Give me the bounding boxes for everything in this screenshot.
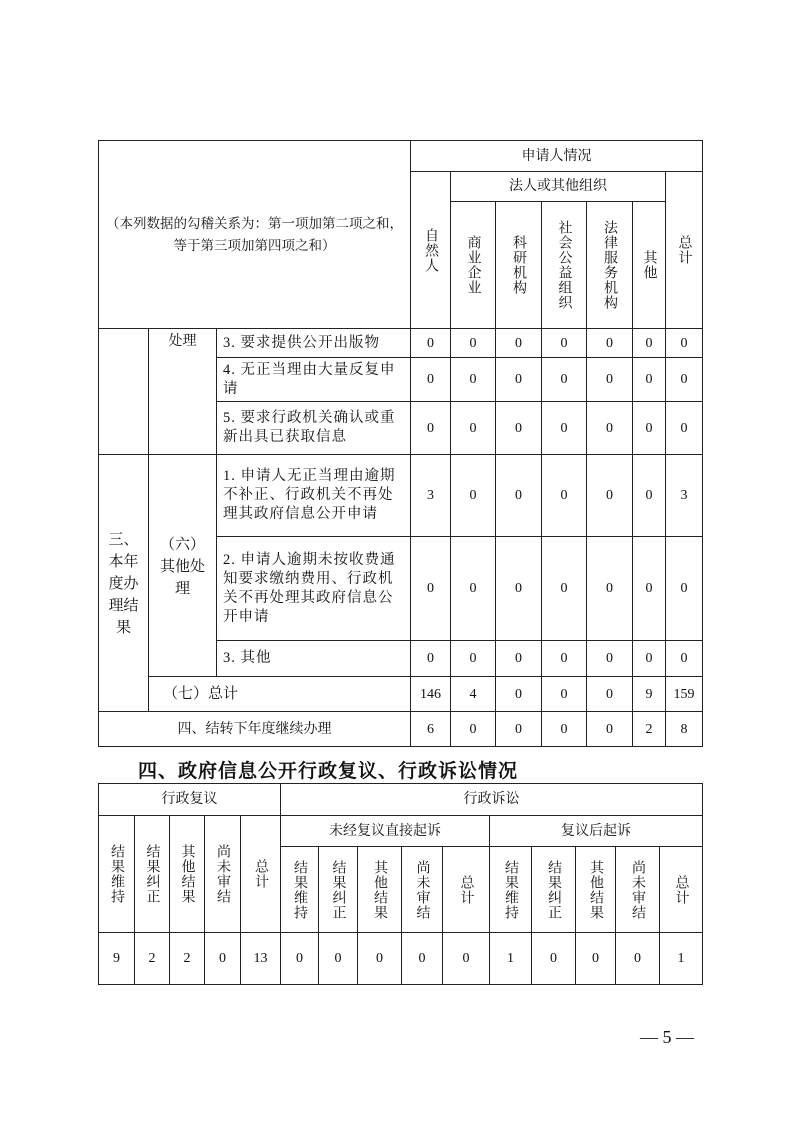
carry-value-cell: 0	[560, 721, 568, 737]
grid-line	[659, 846, 660, 985]
row-label	[217, 402, 410, 454]
carry-row-label-text: 四、结转下年度继续办理	[177, 720, 332, 737]
col-header-commercial	[451, 202, 495, 328]
value-cell: 0	[515, 335, 522, 351]
col-header	[241, 816, 280, 932]
col-header	[576, 847, 615, 932]
grid-line	[280, 783, 281, 985]
col-header-research	[496, 202, 541, 328]
total-value-cell: 146	[420, 686, 441, 702]
grid-line	[665, 171, 666, 712]
col-header-text: 结果维持	[292, 859, 308, 920]
grid-line	[216, 328, 217, 677]
col-header	[490, 847, 531, 932]
col-header-text: 总计	[673, 874, 690, 905]
col-header-text: 结果纠正	[546, 859, 562, 920]
row-label-text: 3. 要求提供公开出版物	[223, 334, 380, 351]
col-header	[616, 847, 659, 932]
row-label-text: 2. 申请人逾期未按收费通知要求缴纳费用、行政机关不再处理其政府信息公开申请	[223, 551, 396, 625]
value-cell: 0	[606, 372, 613, 387]
row-label	[217, 358, 410, 401]
grid-line	[702, 783, 703, 985]
value-cell: 0	[645, 372, 653, 387]
value-cell: 0	[427, 420, 434, 436]
col-header	[358, 847, 401, 932]
value-cell: 0	[296, 951, 303, 966]
value-cell: 0	[606, 488, 613, 503]
total-value-cell: 0	[515, 686, 522, 702]
col-header-public-welfare	[542, 202, 586, 328]
value-cell: 0	[515, 651, 522, 666]
section-label-text: 三、本年度办理结果	[108, 530, 139, 636]
carry-row-label	[99, 712, 410, 746]
grid-line	[401, 846, 402, 985]
grid-line	[495, 201, 496, 747]
value-cell: 0	[645, 651, 653, 666]
note-text: （本列数据的勾稽关系为：第一项加第二项之和，等于第三项加第四项之和）	[106, 215, 403, 254]
carry-value-cell: 0	[469, 721, 477, 737]
row-label-text: 3. 其他	[223, 650, 272, 666]
col-header-text: 其他	[641, 250, 658, 280]
value-cell: 0	[680, 581, 688, 596]
section-title: 四、政府信息公开行政复议、行政诉讼情况	[138, 760, 519, 782]
col-header-text: 尚未审结	[414, 859, 431, 920]
value-cell: 0	[550, 951, 557, 966]
section-label	[99, 455, 148, 711]
value-cell: 0	[515, 488, 522, 503]
carry-value-cell: 0	[606, 721, 613, 737]
grid-line	[169, 815, 170, 985]
carry-value-cell: 6	[427, 721, 434, 737]
grid-line	[216, 640, 703, 641]
review-header-text: 行政复议	[161, 791, 218, 807]
value-cell: 0	[515, 372, 522, 387]
value-cell: 0	[469, 335, 477, 351]
col-header-other	[633, 202, 665, 328]
after-review-header-text: 复议后起诉	[561, 822, 631, 839]
note-cell	[99, 141, 410, 328]
grid-line	[702, 140, 703, 747]
grid-line	[204, 815, 205, 985]
grid-line	[586, 201, 587, 747]
col-header	[319, 847, 357, 932]
grid-line	[410, 171, 703, 172]
grid-line	[216, 401, 703, 402]
value-cell: 0	[560, 488, 568, 503]
row-label-text: 4. 无正当理由大量反复申请	[223, 361, 396, 397]
value-cell: 0	[560, 651, 568, 666]
applicant-header	[411, 141, 702, 171]
row-label	[217, 537, 410, 640]
col-header-text: 其他结果	[179, 844, 196, 904]
value-cell: 0	[469, 372, 477, 387]
value-cell: 0	[645, 581, 653, 596]
grid-line	[148, 676, 703, 677]
value-cell: 0	[560, 335, 568, 351]
legal-group-header	[451, 172, 665, 201]
carry-value-cell: 2	[645, 721, 653, 737]
value-cell: 0	[469, 651, 477, 666]
col-header-legal-service	[587, 202, 632, 328]
value-cell: 0	[469, 420, 477, 436]
row-label	[217, 641, 410, 676]
value-cell: 0	[645, 488, 653, 503]
col-header	[170, 816, 204, 932]
col-header-text: 社会公益组织	[556, 220, 573, 310]
natural-person-text: 自然人	[423, 227, 439, 273]
grid-line	[240, 815, 241, 985]
grid-line	[98, 711, 703, 712]
row-label-text: 5. 要求行政机关确认或重新出具已获取信息	[223, 410, 396, 445]
grid-line	[98, 328, 703, 329]
grid-line	[98, 140, 703, 141]
carry-value-cell: 0	[515, 721, 522, 737]
value-cell: 0	[427, 581, 434, 596]
value-cell: 0	[634, 951, 641, 966]
total-header-text: 总计	[676, 235, 693, 265]
after-review-header	[490, 816, 702, 846]
grid-line	[541, 201, 542, 747]
grid-line	[98, 783, 703, 784]
col-header-text: 结果纠正	[330, 859, 347, 920]
value-cell: 0	[645, 335, 653, 351]
value-cell: 0	[515, 420, 522, 436]
row-label	[217, 329, 410, 357]
grid-line	[216, 536, 703, 537]
value-cell: 0	[680, 651, 688, 666]
grid-line	[450, 201, 666, 202]
grid-line	[98, 783, 99, 985]
col-header	[99, 816, 134, 932]
grid-line	[318, 846, 319, 985]
col-header	[660, 847, 702, 932]
value-cell: 13	[253, 951, 268, 966]
direct-header	[281, 816, 489, 846]
total-value-cell: 9	[645, 686, 653, 702]
value-cell: 0	[606, 335, 613, 351]
value-cell: 2	[183, 951, 191, 966]
row-label	[217, 455, 410, 536]
col-header-text: 尚未审结	[630, 859, 646, 920]
value-cell: 3	[680, 488, 688, 503]
col-header	[205, 816, 240, 932]
natural-person-header	[411, 172, 450, 328]
col-header-text: 总计	[458, 874, 475, 905]
grid-line	[450, 171, 451, 712]
value-cell: 0	[462, 951, 470, 966]
total-row-label	[149, 677, 410, 711]
col-header-text: 总计	[253, 859, 269, 889]
total-value-cell: 0	[560, 686, 568, 702]
value-cell: 0	[560, 581, 568, 596]
value-cell: 9	[113, 951, 120, 966]
sub-label-prev-text: 处理	[168, 333, 197, 349]
value-cell: 3	[427, 488, 434, 503]
value-cell: 0	[680, 372, 688, 387]
value-cell: 0	[418, 951, 426, 966]
grid-line	[531, 846, 532, 985]
value-cell: 0	[427, 335, 434, 351]
total-value-cell: 0	[606, 686, 613, 702]
grid-line	[98, 454, 703, 455]
col-header-text: 结果纠正	[144, 844, 161, 904]
sub-label-prev	[149, 329, 216, 357]
value-cell: 0	[680, 335, 688, 351]
value-cell: 2	[148, 951, 156, 966]
col-header	[532, 847, 575, 932]
value-cell: 0	[680, 420, 688, 436]
grid-line	[442, 846, 443, 985]
total-row-label-text: （七）总计	[163, 685, 239, 702]
col-header	[443, 847, 489, 932]
value-cell: 0	[334, 951, 342, 966]
col-header	[402, 847, 442, 932]
grid-line	[615, 846, 616, 985]
grid-line	[410, 140, 411, 747]
value-cell: 0	[606, 420, 613, 436]
value-cell: 0	[560, 372, 568, 387]
review-header	[99, 784, 280, 815]
grid-line	[98, 746, 703, 747]
col-header-text: 结果维持	[109, 844, 125, 904]
col-header-text: 科研机构	[511, 235, 527, 295]
value-cell: 0	[515, 581, 522, 596]
col-header-text: 商业企业	[465, 235, 482, 295]
value-cell: 0	[427, 372, 434, 387]
grid-line	[134, 815, 135, 985]
grid-line	[148, 328, 149, 712]
applicant-header-text: 申请人情况	[521, 147, 592, 164]
grid-line	[575, 846, 576, 985]
litigation-header-text: 行政诉讼	[463, 791, 520, 807]
value-cell: 0	[219, 951, 226, 966]
grid-line	[450, 711, 451, 747]
grid-line	[280, 846, 703, 847]
value-cell: 0	[592, 951, 599, 966]
total-header	[666, 172, 702, 328]
grid-line	[665, 711, 666, 747]
value-cell: 0	[376, 951, 383, 966]
legal-group-text: 法人或其他组织	[509, 178, 607, 194]
litigation-header	[281, 784, 702, 815]
col-header	[135, 816, 169, 932]
grid-line	[357, 846, 358, 985]
total-value-cell: 159	[673, 686, 695, 702]
direct-header-text: 未经复议直接起诉	[329, 822, 441, 839]
grid-line	[489, 815, 490, 985]
page-number: — 5 —	[640, 1027, 694, 1047]
col-header-text: 其他结果	[372, 859, 388, 920]
value-cell: 1	[677, 951, 685, 966]
grid-line	[632, 201, 633, 747]
col-header-text: 法律服务机构	[602, 220, 618, 310]
col-header-text: 结果维持	[503, 859, 519, 920]
value-cell: 0	[427, 651, 434, 666]
carry-value-cell: 8	[680, 721, 688, 737]
value-cell: 0	[469, 581, 477, 596]
value-cell: 1	[507, 951, 514, 966]
value-cell: 0	[469, 488, 477, 503]
value-cell: 0	[645, 420, 653, 436]
grid-line	[98, 140, 99, 747]
sub-label-other	[149, 455, 216, 676]
value-cell: 0	[606, 651, 613, 666]
row-label-text: 1. 申请人无正当理由逾期不补正、行政机关不再处理其政府信息公开申请	[223, 468, 396, 522]
value-cell: 0	[560, 420, 568, 436]
col-header-text: 其他结果	[588, 859, 604, 920]
col-header	[281, 847, 318, 932]
grid-line	[216, 357, 703, 358]
grid-line	[98, 815, 703, 816]
col-header-text: 尚未审结	[215, 844, 231, 904]
sub-label-other-text: （六）其他处理	[160, 534, 206, 597]
value-cell: 0	[606, 581, 613, 596]
total-value-cell: 4	[469, 686, 477, 702]
